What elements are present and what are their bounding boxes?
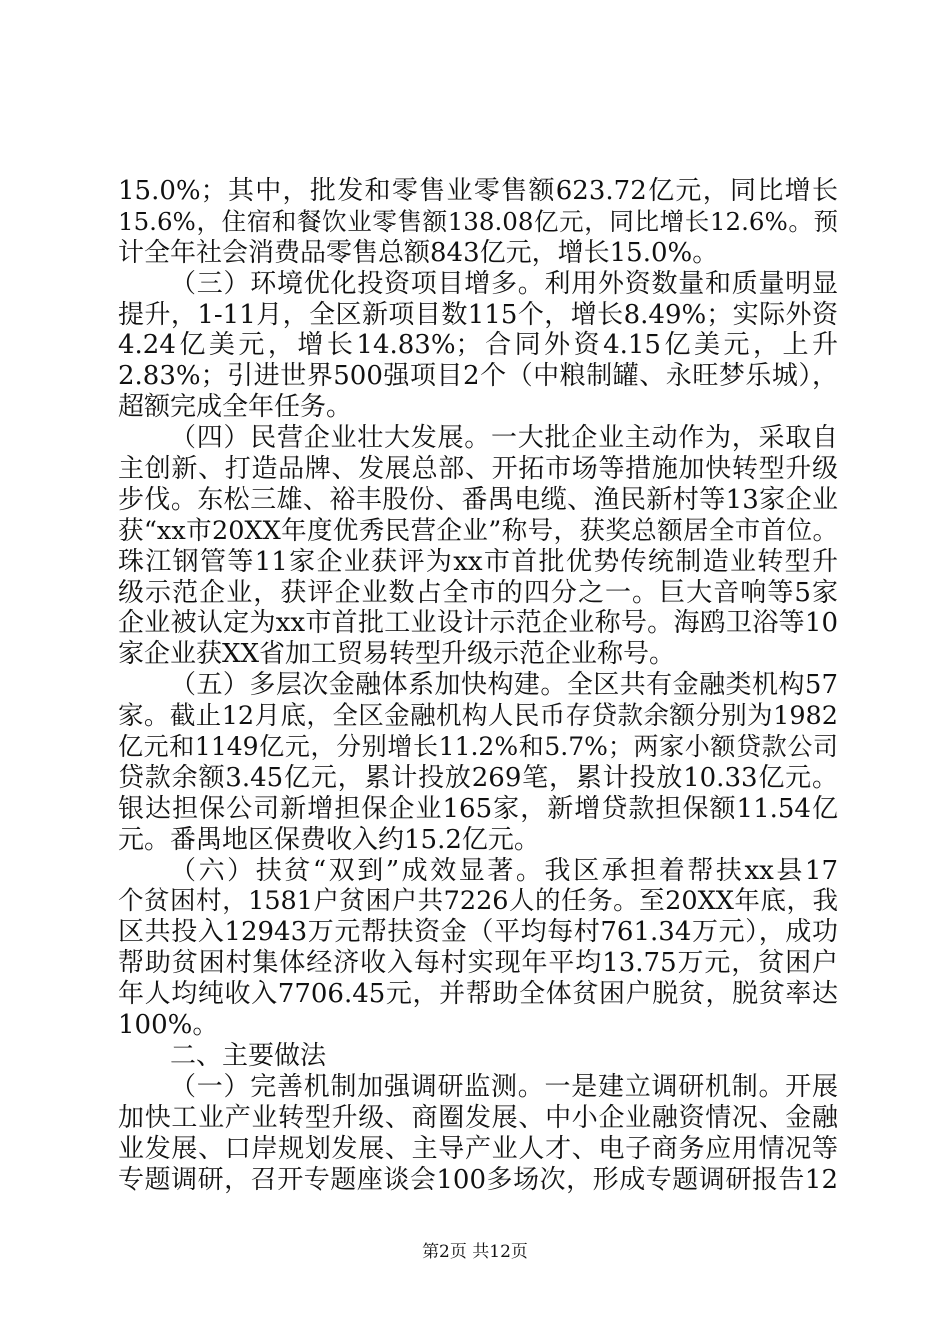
text-line: 年人均纯收入7706.45元，并帮助全体贫困户脱贫，脱贫率达 — [118, 979, 838, 1010]
text-line: 主创新、打造品牌、发展总部、开拓市场等措施加快转型升级 — [118, 454, 838, 485]
text-line: 100%。 — [118, 1010, 219, 1041]
text-line: 企业被认定为xx市首批工业设计示范企业称号。海鸥卫浴等10 — [118, 608, 838, 639]
text-line: 4.24亿美元，增长14.83%；合同外资4.15亿美元，上升 — [118, 330, 838, 361]
text-line: 业发展、口岸规划发展、主导产业人才、电子商务应用情况等 — [118, 1133, 838, 1164]
text-line: 15.6%，住宿和餐饮业零售额138.08亿元，同比增长12.6%。预 — [118, 206, 838, 236]
text-line: 提升，1-11月，全区新项目数115个，增长8.49%；实际外资 — [118, 299, 838, 330]
text-line: 加快工业产业转型升级、商圈发展、中小企业融资情况、金融 — [118, 1102, 838, 1133]
text-line: 珠江钢管等11家企业获评为xx市首批优势传统制造业转型升 — [118, 546, 838, 577]
page-footer: 第2页 共12页 — [422, 1242, 528, 1262]
text-line: 家企业获XX省加工贸易转型升级示范企业称号。 — [118, 639, 676, 670]
text-line: 个贫困村，1581户贫困户共7226人的任务。至20XX年底，我 — [118, 886, 838, 917]
text-line: （四）民营企业壮大发展。一大批企业主动作为，采取自 — [170, 423, 838, 454]
text-line: 步伐。东松三雄、裕丰股份、番禺电缆、渔民新村等13家企业 — [118, 484, 838, 515]
text-line: 亿元和1149亿元，分别增长11.2%和5.7%；两家小额贷款公司 — [118, 732, 838, 762]
text-line: 二、主要做法 — [170, 1040, 327, 1071]
text-line: 2.83%；引进世界500强项目2个（中粮制罐、永旺梦乐城）， — [118, 361, 838, 392]
text-line: 帮助贫困村集体经济收入每村实现年平均13.75万元，贫困户 — [118, 948, 838, 979]
text-line: 级示范企业，获评企业数占全市的四分之一。巨大音响等5家 — [118, 577, 838, 608]
text-line: （一）完善机制加强调研监测。一是建立调研机制。开展 — [170, 1071, 838, 1102]
text-line: （三）环境优化投资项目增多。利用外资数量和质量明显 — [170, 268, 838, 299]
text-line: （五）多层次金融体系加快构建。全区共有金融类机构57 — [170, 670, 838, 701]
text-line: 区共投入12943万元帮扶资金（平均每村761.34万元），成功 — [118, 917, 838, 948]
text-line: 元。番禺地区保费收入约15.2亿元。 — [118, 824, 540, 855]
text-line: 获“xx市20XX年度优秀民营企业”称号，获奖总额居全市首位。 — [118, 515, 838, 546]
text-line: 15.0%；其中，批发和零售业零售额623.72亿元，同比增长 — [118, 176, 838, 206]
text-line: 计全年社会消费品零售总额843亿元，增长15.0%。 — [118, 237, 719, 268]
text-line: 银达担保公司新增担保企业165家，新增贷款担保额11.54亿 — [118, 793, 838, 824]
text-line: 贷款余额3.45亿元，累计投放269笔，累计投放10.33亿元。 — [118, 762, 838, 793]
text-line: 家。截止12月底，全区金融机构人民币存贷款余额分别为1982 — [118, 701, 838, 732]
text-line: （六）扶贫“双到”成效显著。我区承担着帮扶xx县17 — [170, 855, 838, 886]
text-line: 超额完成全年任务。 — [118, 392, 353, 423]
body-text — [118, 176, 838, 1195]
text-line: 专题调研，召开专题座谈会100多场次，形成专题调研报告12 — [118, 1164, 838, 1195]
